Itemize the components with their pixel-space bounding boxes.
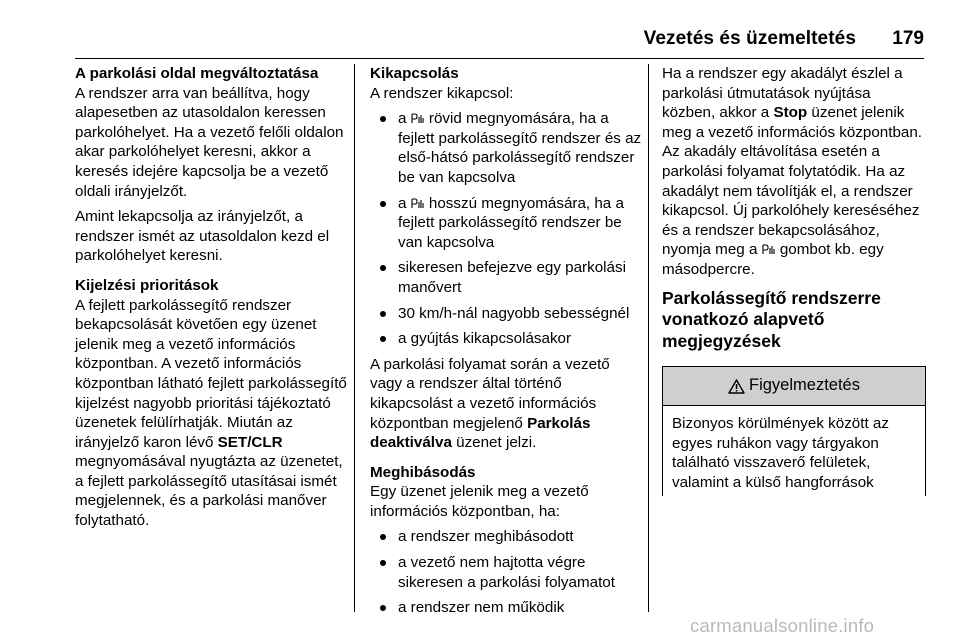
column-right	[662, 64, 924, 496]
paragraph: Ha a rendszer egy akadályt észlel a parkolási útmutatások nyújtása közben, akkor a Stop üzenet jelenik meg a vezető információs központban. Az akadály eltávolítása esetén a parkolási folyamat folytatódik. Ha az akadályt nem távolítják el, a rendszer kikapcsol. Új parkolóhely kereséséhez és a rendszer bekapcsolásához, nyomja meg a gombot kb. egy másodpercre.	[662, 65, 923, 278]
page-title: Vezetés és üzemeltetés	[643, 28, 856, 49]
warning-text: Bizonyos körülmények között az egyes ruhákon vagy tárgyakon található visszaverő felületek, valamint a külső hangforrások	[672, 415, 889, 491]
paragraph: A rendszer arra van beállítva, hogy alapesetben az utasoldalon keressen parkolóhelyet. Ha a vezető felőli oldalon akar parkolóhelyet keresni, akkor a keresés idejére kapcsolja be a vezető oldali irányjelzőt.	[75, 84, 344, 200]
list-item: sikeresen befejezve egy parkolási manővert	[370, 258, 644, 297]
paragraph: Amint lekapcsolja az irányjelzőt, a rendszer ismét az utasoldalon kezd el parkolóhelyet keresni.	[75, 208, 330, 265]
list-item: 30 km/h-nál nagyobb sebességnél	[370, 304, 644, 324]
warning-header	[663, 367, 925, 406]
list-item: a rendszer meghibásodott	[370, 527, 644, 547]
list-item: a gyújtás kikapcsolásakor	[370, 329, 644, 349]
warning-title: Figyelmeztetés	[749, 376, 860, 395]
fault-list	[370, 527, 644, 617]
section-heading-basic-notes: Parkolássegítő rendszerre vonatkozó alapvető megjegyzések	[662, 287, 881, 351]
paragraph: Egy üzenet jelenik meg a vezető információs központban, ha:	[370, 483, 589, 520]
deactivation-list	[370, 109, 644, 349]
list-item: a hosszú megnyomására, ha a fejlett parkolássegítő rendszer be van kapcsolva	[370, 194, 644, 253]
warning-box	[662, 366, 926, 496]
set-clr-label: SET/CLR	[217, 433, 283, 451]
warning-triangle-icon	[728, 379, 745, 394]
list-item: a vezető nem hajtotta végre sikeresen a parkolási folyamatot	[370, 553, 644, 592]
section-title-parking-side: A parkolási oldal megváltoztatása	[75, 65, 319, 82]
column-middle	[370, 64, 644, 618]
section-title-display-priorities: Kijelzési prioritások	[75, 276, 219, 294]
parking-assist-icon	[762, 244, 776, 255]
list-item: a rendszer nem működik	[370, 598, 644, 618]
paragraph: A rendszer kikapcsol:	[370, 84, 514, 102]
paragraph: A parkolási folyamat során a vezető vagy a rendszer által történő kikapcsolást a vezető információs központban megjelenő Parkolás deaktiválva üzenet jelzi.	[370, 355, 610, 452]
page-header	[75, 18, 924, 59]
page-number: 179	[892, 28, 924, 49]
paragraph: A fejlett parkolássegítő rendszer bekapcsolását követően egy üzenet jelenik meg a vezető információs központban. A vezető információs központban látható fejlett parkolássegítő kijelzést nagyobb prioritási tájékoztató üzenetek felülírhatják. Miután az irányjelző karon lévő SET/CLR megnyomásával nyugtázta az üzenetet, a fejlett parkolássegítő utasításai ismét megjelennek, és a parkolási manőver folytatható.	[75, 296, 347, 530]
parking-assist-icon	[411, 113, 425, 124]
section-title-fault: Meghibásodás	[370, 463, 476, 481]
section-title-deactivation: Kikapcsolás	[370, 65, 459, 82]
column-divider	[354, 64, 355, 612]
stop-label: Stop	[773, 104, 808, 122]
list-item: a rövid megnyomására, ha a fejlett parkolássegítő rendszer és az első-hátsó parkolássegítő rendszer be van kapcsolva	[370, 109, 644, 187]
parking-assist-icon	[411, 198, 425, 209]
column-left	[75, 64, 347, 537]
parking-deactivated-label: Parkolás deaktiválva	[370, 414, 591, 452]
column-divider	[648, 64, 649, 612]
watermark: carmanualsonline.info	[690, 615, 875, 636]
